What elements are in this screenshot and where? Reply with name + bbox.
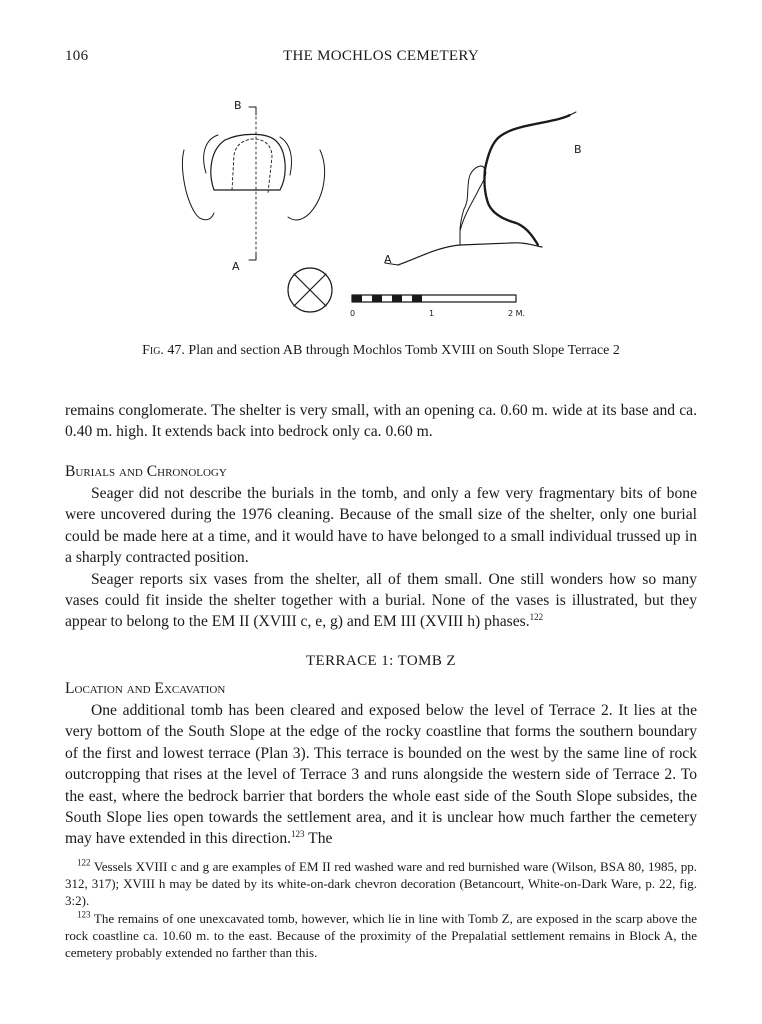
burials-section — [65, 483, 697, 633]
footnote-122-number: 122 — [77, 857, 91, 868]
figure-caption-text: Plan and section AB through Mochlos Tomb XVIII on South Slope Terrace 2 — [188, 343, 620, 358]
location-section — [65, 700, 697, 850]
page-number: 106 — [65, 48, 89, 64]
scale-label-0: 0 — [350, 309, 356, 318]
scale-label-1: 1 — [429, 309, 435, 318]
paragraph-shelter-size: remains conglomerate. The shelter is very small, with an opening ca. 0.60 m. wide at its base and ca. 0.40 m. high. It extends back into bedrock only ca. 0.60 m. — [65, 402, 697, 441]
figure-caption-prefix: Fig. 47. — [142, 343, 185, 358]
heading-location-excavation: Location and Excavation — [65, 680, 226, 697]
footnotes — [65, 858, 697, 961]
heading-burials-chronology: Burials and Chronology — [65, 463, 227, 480]
section-title-terrace-1: TERRACE 1: TOMB Z — [305, 653, 456, 669]
plan-label-b: B — [234, 99, 242, 112]
continuation-paragraph — [65, 400, 697, 443]
scale-label-2m: 2 M. — [508, 309, 526, 318]
paragraph-vases — [65, 569, 697, 633]
footnote-123 — [65, 910, 697, 962]
section-label-a: A — [384, 253, 392, 266]
footnote-ref-122: 122 — [529, 612, 544, 623]
compass-symbol — [288, 268, 332, 312]
footnote-122 — [65, 858, 697, 910]
paragraph-location-text: One additional tomb has been cleared and exposed below the level of Terrace 2. It lies at the very bottom of the South Slope at the edge of the rocky coastline that forms the southern boundary of the first and lowest terrace (Plan 3). This terrace is bounded on the west by the same line of rock outcropping that rises at the level of Terrace 3 and runs alongside the western side of Terrace 2. To the east, where the bedrock barrier that borders the whole east side of the South Slope subsides, the South Slope lies open towards the settlement area, and it is unclear how much farther the cemetery may have extended in this direction. — [65, 702, 697, 848]
footnote-123-number: 123 — [77, 909, 91, 920]
paragraph-location — [65, 700, 697, 850]
paragraph-burials: Seager did not describe the burials in the tomb, and only a few very fragmentary bits of bone were uncovered during the 1976 cleaning. Because of the small size of the shelter, only one burial could be made here at a time, and it would have to have belonged to a small individual trussed up in a sharply contracted position. — [65, 485, 697, 567]
paragraph-vases-text: Seager reports six vases from the shelter, all of them small. One still wonders how so many vases could fit inside the shelter together with a burial. None of the vases is illustrated, but they appear to belong to the EM II (XVIII c, e, g) and EM III (XVIII h) phases. — [65, 570, 697, 631]
tomb-plan-drawing — [182, 107, 324, 260]
section-label-b: B — [574, 143, 582, 156]
footnote-123-text: The remains of one unexcavated tomb, however, which lie in line with Tomb Z, are exposed in the scarp above the rock coastline ca. 10.60 m. to the east. Because of the proximity of the Prepalatial settlement remains in Block A, the cemetery probably extended no farther than this. — [65, 910, 698, 961]
scale-bar-filled-segments — [352, 295, 422, 302]
tomb-section-drawing — [385, 112, 576, 265]
tomb-plan-section-figure — [170, 95, 600, 325]
running-title: THE MOCHLOS CEMETERY — [282, 48, 479, 64]
paragraph-location-tail: The — [304, 830, 333, 848]
figure-caption — [0, 343, 762, 359]
footnote-122-text: Vessels XVIII c and g are examples of EM II red washed ware and red burnished ware (Wilson, BSA 80, 1985, pp. 312, 317); XVIII h may be dated by its white-on-dark chevron decoration (Betancourt, White-on-Dark Ware, p. 22, fig. 3:2). — [65, 859, 697, 909]
plan-label-a: A — [232, 260, 240, 273]
footnote-ref-123: 123 — [291, 829, 305, 840]
